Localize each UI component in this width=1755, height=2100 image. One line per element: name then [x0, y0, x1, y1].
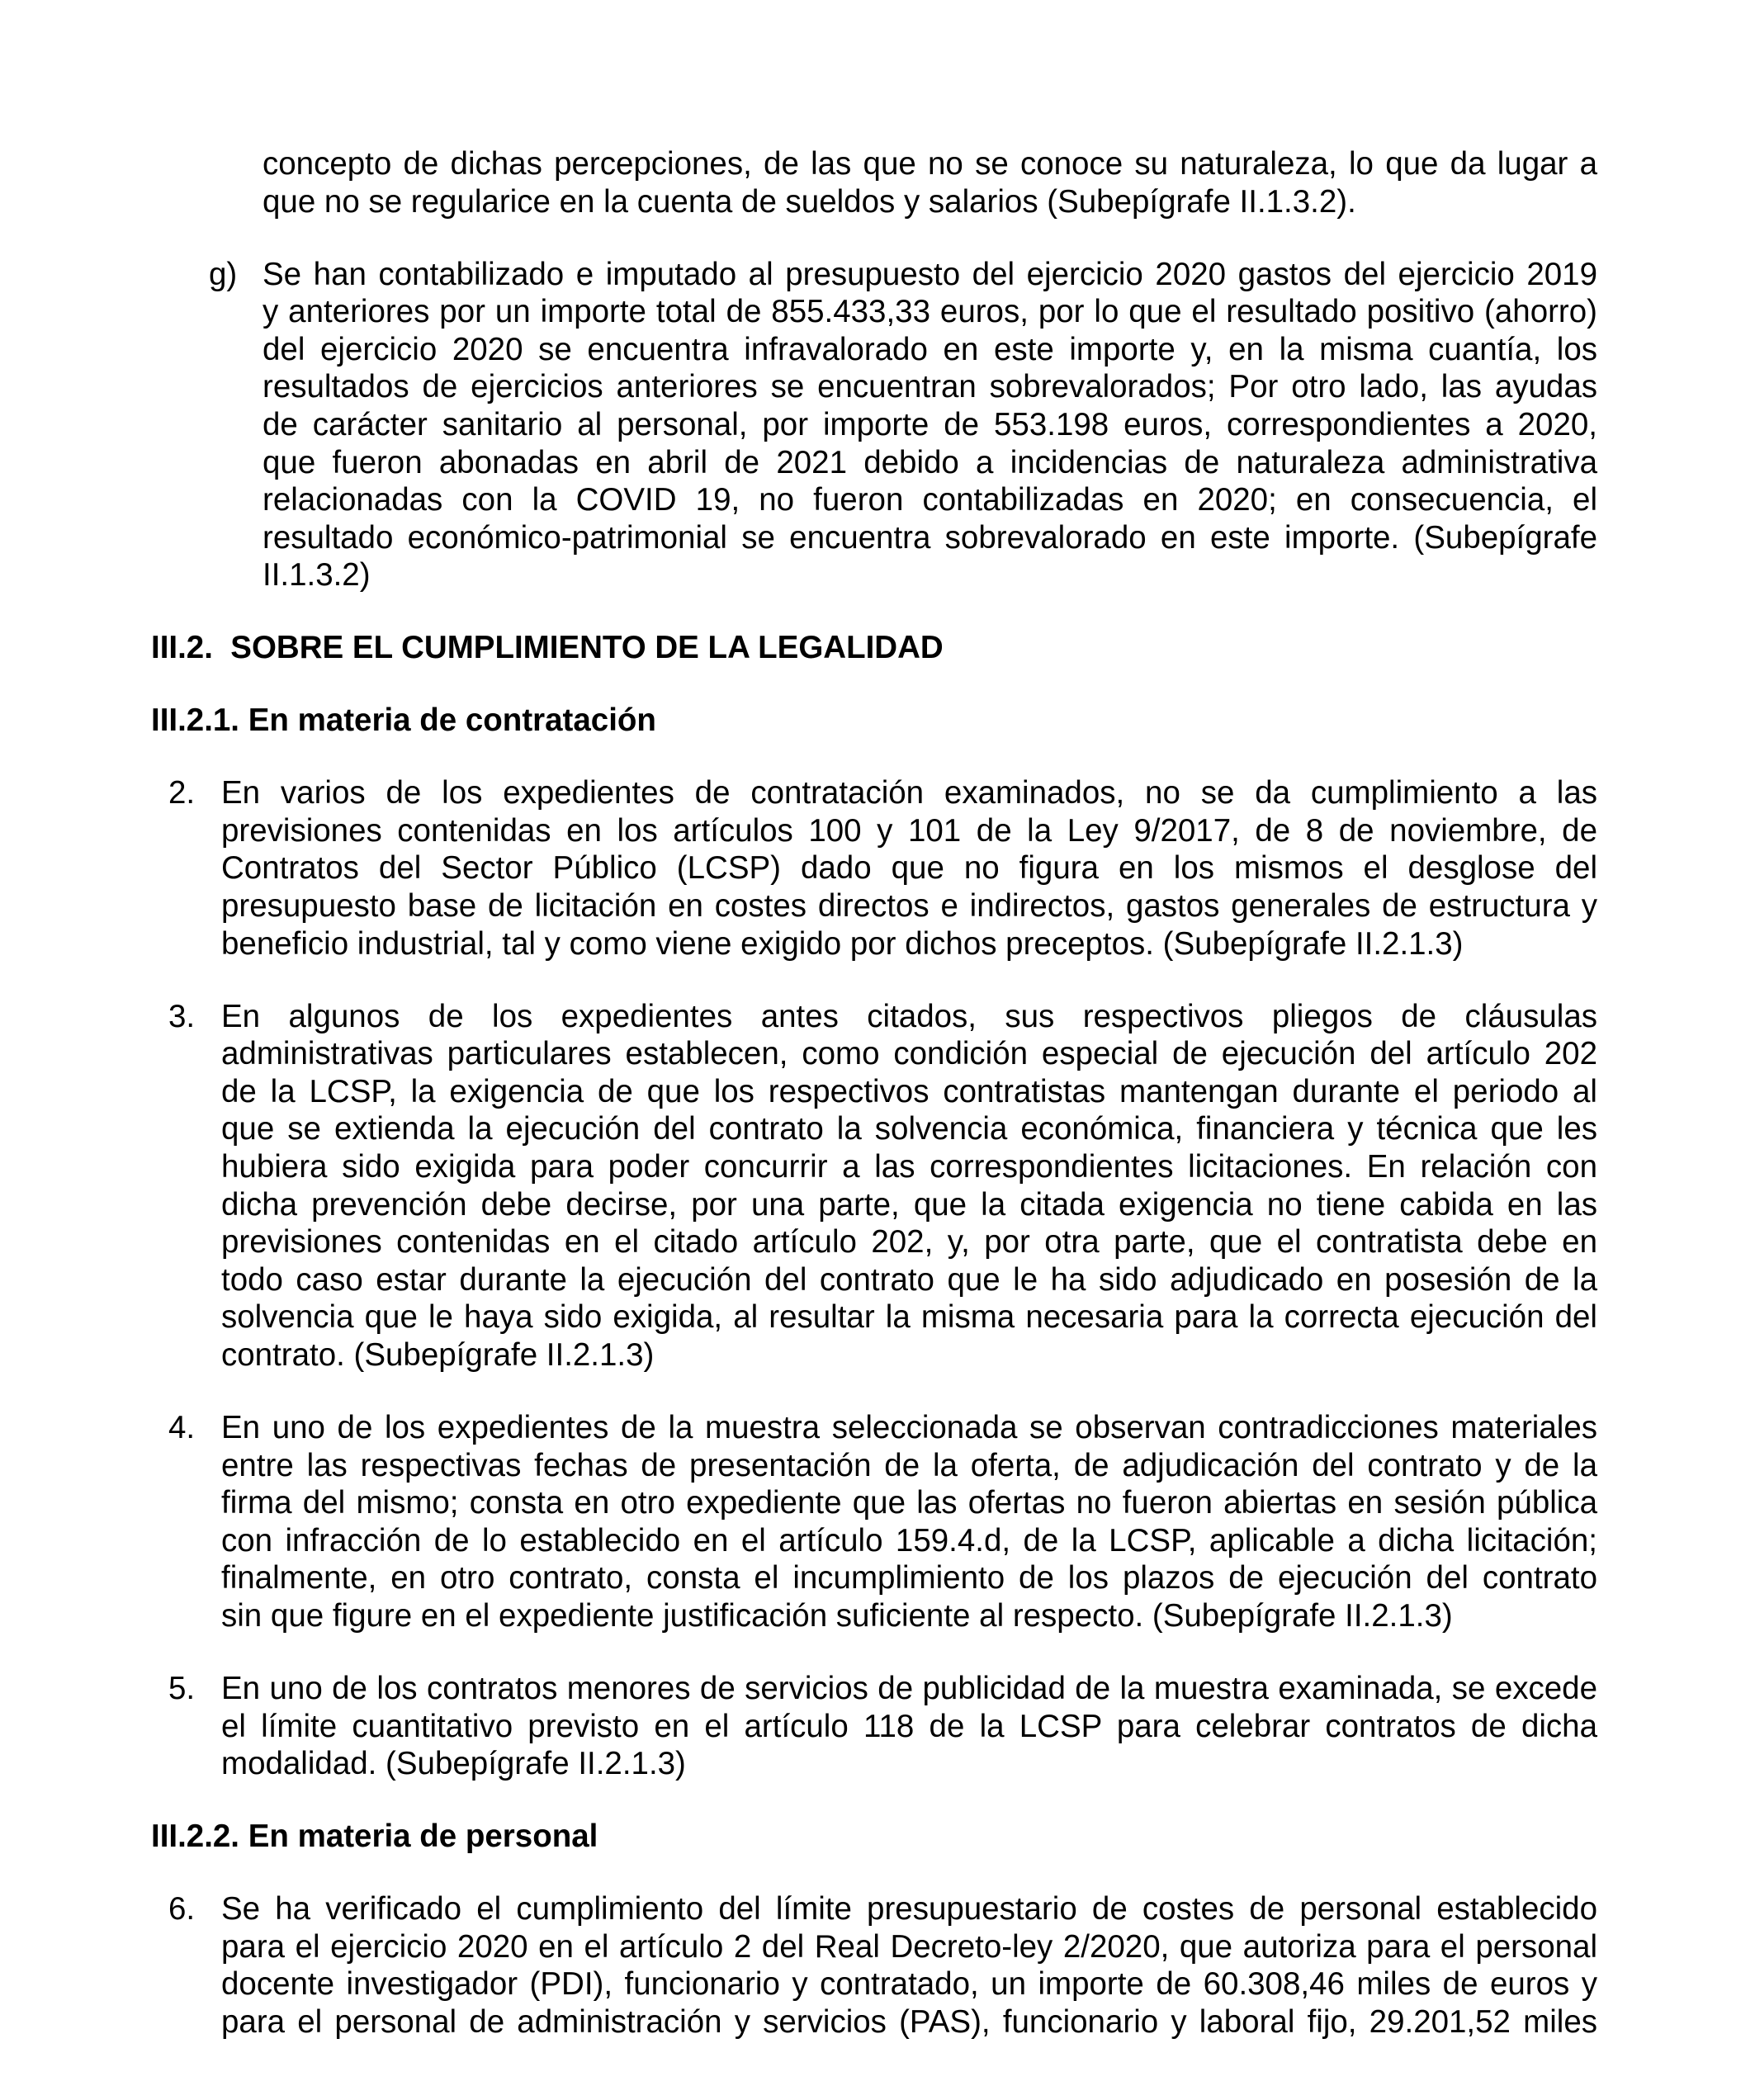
text-line: que fueron abonadas en abril de 2021 debido a incidencias de naturaleza administrativa	[263, 444, 1597, 480]
paragraph-continuation	[0, 145, 1755, 220]
list-item-g	[0, 256, 1755, 594]
text-line: Contratos del Sector Público (LCSP) dado que no figura en los mismos el desglose del	[221, 850, 1597, 887]
list-marker: 5.	[168, 1670, 196, 1706]
text-line: firma del mismo; consta en otro expediente que las ofertas no fueron abiertas en sesión pública	[221, 1485, 1597, 1521]
text-line: En algunos de los expedientes antes citados, sus respectivos pliegos de cláusulas	[221, 998, 1597, 1034]
text-line: En uno de los expedientes de la muestra seleccionada se observan contradicciones materiales	[221, 1409, 1597, 1445]
list-marker: g)	[209, 256, 238, 292]
text-line: resultados de ejercicios anteriores se encuentran sobrevalorados; Por otro lado, las ayudas	[263, 369, 1597, 405]
subsection-heading-III-2-2	[0, 1818, 1755, 1856]
text-line: administrativas particulares establecen, como condición especial de ejecución del artículo 202	[221, 1036, 1597, 1072]
section-heading: III.2. SOBRE EL CUMPLIMIENTO DE LA LEGALIDAD	[151, 630, 944, 666]
document-body	[0, 145, 1755, 2041]
paragraph-text	[263, 256, 1597, 594]
paragraph-text	[221, 1409, 1597, 1635]
text-line: de la LCSP, la exigencia de que los respectivos contratistas mantengan durante el periodo al	[221, 1073, 1597, 1109]
text-line: sin que figure en el expediente justificación suficiente al respecto. (Subepígrafe II.2.1.3)	[221, 1597, 1453, 1634]
section-heading-III-2	[0, 629, 1755, 667]
paragraph-text	[263, 145, 1597, 220]
text-line: dicha prevención debe decirse, por una parte, que la citada exigencia no tiene cabida en las	[221, 1186, 1597, 1223]
text-line: entre las respectivas fechas de presentación de la oferta, de adjudicación del contrato y de la	[221, 1447, 1597, 1483]
text-line: que se extienda la ejecución del contrato la solvencia económica, financiera y técnica que les	[221, 1111, 1597, 1147]
text-line: concepto de dichas percepciones, de las que no se conoce su naturaleza, lo que da lugar a	[263, 146, 1597, 182]
text-line: para el personal de administración y servicios (PAS), funcionario y laboral fijo, 29.201,52 miles	[221, 2003, 1597, 2040]
text-line: de carácter sanitario al personal, por importe de 553.198 euros, correspondientes a 2020,	[263, 406, 1597, 442]
text-line: previsiones contenidas en el citado artículo 202, y, por otra parte, que el contratista debe en	[221, 1224, 1597, 1260]
list-item-6	[0, 1890, 1755, 2041]
text-line: Se han contabilizado e imputado al presupuesto del ejercicio 2020 gastos del ejercicio 2019	[263, 256, 1597, 292]
text-line: finalmente, en otro contrato, consta el incumplimiento de los plazos de ejecución del contrato	[221, 1560, 1597, 1596]
list-marker: 2.	[168, 775, 196, 811]
list-marker: 6.	[168, 1891, 196, 1927]
list-item-3	[0, 998, 1755, 1374]
list-marker: 4.	[168, 1409, 196, 1445]
list-item-4	[0, 1409, 1755, 1635]
text-line: docente investigador (PDI), funcionario y contratado, un importe de 60.308,46 miles de euros y	[221, 1966, 1597, 2003]
text-line: con infracción de lo establecido en el artículo 159.4.d, de la LCSP, aplicable a dicha licitación;	[221, 1522, 1597, 1558]
text-line: y anteriores por un importe total de 855.433,33 euros, por lo que el resultado positivo (ahorro)	[263, 294, 1597, 330]
paragraph-text	[221, 1890, 1597, 2041]
subsection-heading: III.2.2. En materia de personal	[151, 1819, 598, 1855]
text-line: el límite cuantitativo previsto en el artículo 118 de la LCSP para celebrar contratos de dicha	[221, 1708, 1597, 1744]
text-line: relacionadas con la COVID 19, no fueron contabilizadas en 2020; en consecuencia, el	[263, 482, 1597, 518]
text-line: contrato. (Subepígrafe II.2.1.3)	[221, 1336, 655, 1373]
paragraph-text	[221, 998, 1597, 1374]
subsection-heading: III.2.1. En materia de contratación	[151, 702, 656, 739]
text-line: todo caso estar durante la ejecución del contrato que le ha sido adjudicado en posesión de la	[221, 1261, 1597, 1298]
paragraph-text	[221, 1670, 1597, 1783]
text-line: beneficio industrial, tal y como viene exigido por dichos preceptos. (Subepígrafe II.2.1.3)	[221, 925, 1464, 962]
text-line: del ejercicio 2020 se encuentra infravalorado en este importe y, en la misma cuantía, los	[263, 331, 1597, 367]
text-line: En uno de los contratos menores de servicios de publicidad de la muestra examinada, se excede	[221, 1670, 1597, 1706]
text-line: previsiones contenidas en los artículos 100 y 101 de la Ley 9/2017, de 8 de noviembre, de	[221, 812, 1597, 849]
text-line: modalidad. (Subepígrafe II.2.1.3)	[221, 1746, 686, 1782]
text-line: En varios de los expedientes de contratación examinados, no se da cumplimiento a las	[221, 775, 1597, 811]
text-line: Se ha verificado el cumplimiento del límite presupuestario de costes de personal establecido	[221, 1891, 1597, 1927]
list-item-2	[0, 774, 1755, 962]
list-item-5	[0, 1670, 1755, 1783]
list-marker: 3.	[168, 998, 196, 1034]
text-line: II.1.3.2)	[263, 557, 371, 594]
text-line: que no se regularice en la cuenta de sueldos y salarios (Subepígrafe II.1.3.2).	[263, 183, 1356, 220]
text-line: presupuesto base de licitación en costes directos e indirectos, gastos generales de estructura y	[221, 888, 1597, 925]
text-line: solvencia que le haya sido exigida, al resultar la misma necesaria para la correcta ejecución del	[221, 1299, 1597, 1336]
subsection-heading-III-2-1	[0, 702, 1755, 740]
text-line: resultado económico-patrimonial se encuentra sobrevalorado en este importe. (Subepígrafe	[263, 519, 1597, 556]
text-line: para el ejercicio 2020 en el artículo 2 del Real Decreto-ley 2/2020, que autoriza para el personal	[221, 1928, 1597, 1965]
paragraph-text	[221, 774, 1597, 962]
text-line: hubiera sido exigida para poder concurrir a las correspondientes licitaciones. En relación con	[221, 1149, 1597, 1185]
